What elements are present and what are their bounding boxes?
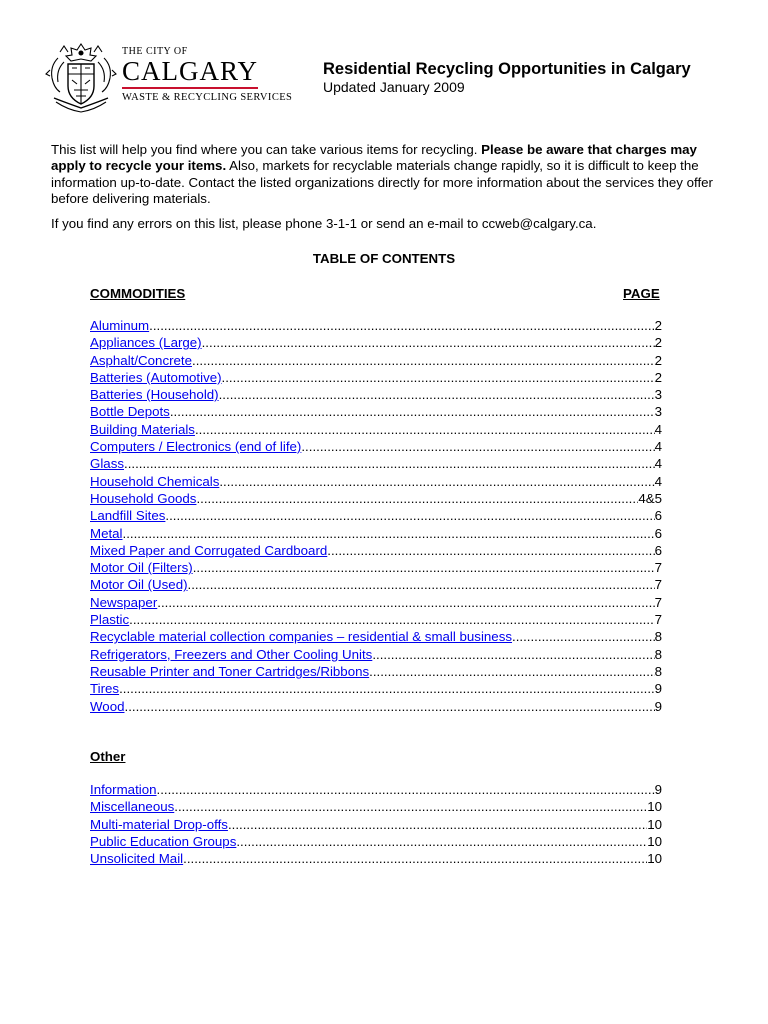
- toc-leader-dots: [125, 698, 655, 715]
- toc-entry: [90, 317, 662, 334]
- toc-leader-dots: [192, 352, 655, 369]
- toc-entry-page: 7: [654, 577, 662, 593]
- toc-entry: [90, 680, 662, 697]
- toc-leader-dots: [124, 455, 655, 472]
- intro-p1-bold: Please be aware that charges may apply to recycle your items.: [51, 142, 697, 174]
- toc-entry-page: 10: [647, 851, 662, 867]
- toc-leader-dots: [123, 525, 655, 542]
- toc-entry-page: 4: [654, 421, 662, 437]
- toc-leader-dots: [219, 386, 655, 403]
- toc-entry: [90, 438, 662, 455]
- toc-leader-dots: [193, 559, 655, 576]
- toc-entry-page: 7: [654, 594, 662, 610]
- toc-entry-link[interactable]: Household Chemicals: [90, 473, 220, 489]
- toc-entry-page: 2: [654, 352, 662, 368]
- toc-entry-link[interactable]: Motor Oil (Filters): [90, 560, 193, 576]
- intro-text: [51, 142, 721, 240]
- org-dept: WASTE & RECYCLING SERVICES: [122, 92, 293, 103]
- toc-entry: [90, 525, 662, 542]
- toc-entry-link[interactable]: Tires: [90, 681, 120, 697]
- toc-entry: [90, 698, 662, 715]
- toc-entry-link[interactable]: Appliances (Large): [90, 335, 202, 351]
- city-logo: [44, 40, 314, 118]
- document-subtitle: Updated January 2009: [323, 79, 465, 95]
- toc-entry: [90, 334, 662, 351]
- toc-entry: [90, 850, 662, 867]
- toc-entry: [90, 559, 662, 576]
- toc-entry-link[interactable]: Motor Oil (Used): [90, 577, 188, 593]
- toc-entry-link[interactable]: Mixed Paper and Corrugated Cardboard: [90, 542, 328, 558]
- toc-entry-link[interactable]: Building Materials: [90, 421, 195, 437]
- toc-leader-dots: [512, 628, 655, 645]
- toc-other-list: [90, 781, 662, 867]
- toc-entry: [90, 369, 662, 386]
- toc-entry: [90, 798, 662, 815]
- toc-entry: [90, 781, 662, 798]
- toc-entry: [90, 490, 662, 507]
- toc-entry-link[interactable]: Metal: [90, 525, 123, 541]
- city-of-calgary-crest-icon: [44, 40, 118, 116]
- toc-entry: [90, 576, 662, 593]
- toc-entry-link[interactable]: Landfill Sites: [90, 508, 166, 524]
- toc-entry: [90, 386, 662, 403]
- toc-leader-dots: [188, 576, 655, 593]
- toc-entry-link[interactable]: Reusable Printer and Toner Cartridges/Ribbons: [90, 663, 370, 679]
- toc-leader-dots: [149, 317, 654, 334]
- toc-leader-dots: [372, 646, 654, 663]
- toc-entry-link[interactable]: Information: [90, 782, 157, 797]
- toc-entry-link[interactable]: Batteries (Automotive): [90, 369, 222, 385]
- toc-entry-link[interactable]: Asphalt/Concrete: [90, 352, 192, 368]
- toc-col-page: PAGE: [623, 286, 660, 301]
- toc-entry: [90, 352, 662, 369]
- toc-entry-page: 4: [654, 456, 662, 472]
- toc-entry: [90, 473, 662, 490]
- toc-col-commodities: COMMODITIES: [90, 286, 186, 301]
- toc-leader-dots: [157, 594, 654, 611]
- intro-p1-part-a: This list will help you find where you can take various items for recycling.: [51, 142, 482, 157]
- toc-entry: [90, 646, 662, 663]
- toc-entry-page: 4: [654, 473, 662, 489]
- toc-leader-dots: [195, 421, 655, 438]
- toc-entry: [90, 455, 662, 472]
- toc-entry-page: 9: [654, 681, 662, 697]
- toc-entry-page: 8: [654, 663, 662, 679]
- intro-p1-part-b: Also, markets for recyclable materials change rapidly, so it is difficult to keep the information up-to-date. Contact the listed organizations directly for more information about the services they offer before delivering materials.: [51, 158, 713, 207]
- toc-entry-link[interactable]: Recyclable material collection companies – residential & small business: [90, 629, 513, 645]
- toc-leader-dots: [157, 781, 655, 798]
- toc-entry-link[interactable]: Batteries (Household): [90, 387, 219, 403]
- toc-entry-page: 10: [647, 799, 662, 815]
- toc-leader-dots: [222, 369, 655, 386]
- toc-entry-page: 4: [654, 439, 662, 455]
- toc-entry-page: 9: [654, 698, 662, 714]
- intro-paragraph-1: [51, 142, 721, 208]
- toc-entry: [90, 833, 662, 850]
- toc-leader-dots: [170, 403, 655, 420]
- org-name-block: [122, 46, 292, 104]
- toc-leader-dots: [369, 663, 654, 680]
- toc-entry-page: 3: [654, 387, 662, 403]
- org-small: THE CITY OF: [122, 46, 188, 57]
- toc-entry-link[interactable]: Computers / Electronics (end of life): [90, 439, 302, 455]
- toc-entry-page: 2: [654, 318, 662, 333]
- toc-heading: TABLE OF CONTENTS: [312, 251, 456, 266]
- intro-paragraph-2: If you find any errors on this list, please phone 3-1-1 or send an e-mail to ccweb@calgary.ca.: [51, 215, 597, 231]
- toc-entry-page: 3: [654, 404, 662, 420]
- org-big: CALGARY: [122, 56, 259, 86]
- toc-entry-link[interactable]: Public Education Groups: [90, 833, 237, 849]
- toc-entry-link[interactable]: Household Goods: [90, 490, 197, 506]
- toc-entry-link[interactable]: Unsolicited Mail: [90, 851, 184, 867]
- toc-entry-page: 9: [654, 782, 662, 797]
- document-title: Residential Recycling Opportunities in Calgary: [323, 60, 691, 78]
- toc-entry-page: 6: [654, 542, 662, 558]
- toc-entry-link[interactable]: Plastic: [90, 612, 130, 628]
- toc-entry-link[interactable]: Newspaper: [90, 594, 158, 610]
- toc-leader-dots: [119, 680, 655, 697]
- toc-entry-page: 6: [654, 508, 662, 524]
- toc-entry: [90, 594, 662, 611]
- toc-entry-page: 2: [654, 335, 662, 351]
- toc-entry-link[interactable]: Miscellaneous: [90, 799, 175, 815]
- toc-entry: [90, 611, 662, 628]
- toc-entry-link[interactable]: Wood: [90, 698, 125, 714]
- toc-leader-dots: [219, 473, 654, 490]
- toc-leader-dots: [174, 798, 647, 815]
- toc-other-heading: Other: [90, 749, 126, 764]
- toc-entry: [90, 663, 662, 680]
- toc-entry: [90, 421, 662, 438]
- toc-leader-dots: [301, 438, 654, 455]
- toc-entry-page: 4&5: [638, 490, 662, 506]
- toc-entry: [90, 628, 662, 645]
- toc-entry: [90, 816, 662, 833]
- toc-leader-dots: [165, 507, 654, 524]
- toc-leader-dots: [129, 611, 654, 628]
- toc-entry-page: 10: [647, 833, 662, 849]
- toc-entry-page: 7: [654, 612, 662, 628]
- toc-entry-page: 7: [654, 560, 662, 576]
- toc-commodities-list: [90, 317, 662, 715]
- toc-entry-page: 8: [654, 629, 662, 645]
- toc-entry-page: 6: [654, 525, 662, 541]
- toc-leader-dots: [183, 850, 647, 867]
- toc-leader-dots: [327, 542, 654, 559]
- toc-entry-link[interactable]: Bottle Depots: [90, 404, 170, 420]
- toc-entry-page: 2: [654, 369, 662, 385]
- toc-entry-page: 8: [654, 646, 662, 662]
- toc-entry-page: 10: [647, 816, 662, 832]
- toc-leader-dots: [228, 816, 647, 833]
- toc-entry-link[interactable]: Multi-material Drop-offs: [90, 816, 228, 832]
- toc-entry: [90, 403, 662, 420]
- toc-entry: [90, 542, 662, 559]
- toc-entry: [90, 507, 662, 524]
- toc-entry-link[interactable]: Glass: [90, 456, 124, 472]
- toc-leader-dots: [202, 334, 655, 351]
- toc-leader-dots: [196, 490, 638, 507]
- org-rule: [122, 87, 258, 89]
- toc-leader-dots: [236, 833, 647, 850]
- toc-entry-link[interactable]: Aluminum: [90, 318, 150, 333]
- toc-entry-link[interactable]: Refrigerators, Freezers and Other Cooling Units: [90, 646, 373, 662]
